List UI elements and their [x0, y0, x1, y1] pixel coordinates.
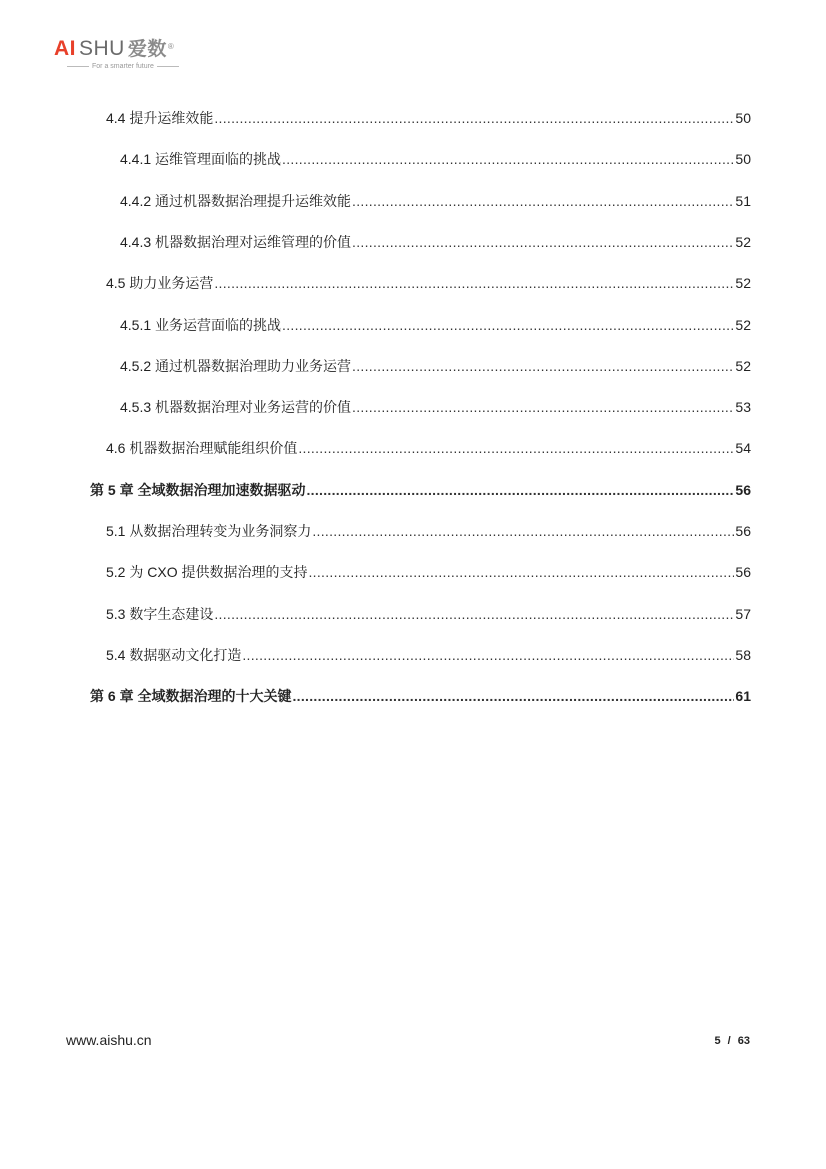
toc-entry-label — [120, 357, 351, 375]
toc-entry[interactable] — [106, 605, 751, 623]
toc-entry-leader-dots — [292, 687, 734, 705]
logo-wordmark — [54, 36, 174, 63]
toc-entry-number: 4.4.3 — [120, 234, 152, 250]
toc-entry[interactable] — [106, 563, 751, 581]
toc-entry-page: 57 — [735, 606, 751, 622]
toc-entry-label — [90, 481, 305, 499]
page-current: 5 — [714, 1035, 721, 1047]
toc-entry-number: 4.4 — [106, 110, 126, 126]
toc-entry-number: 5.3 — [106, 606, 126, 622]
toc-entry-title: 运维管理面临的挑战 — [155, 151, 282, 167]
toc-entry-number: 4.4.2 — [120, 193, 152, 209]
toc-entry-leader-dots — [242, 646, 734, 664]
toc-entry-label — [120, 398, 351, 416]
toc-entry[interactable] — [120, 192, 751, 210]
toc-entry-leader-dots — [214, 109, 734, 127]
toc-entry-title: 助力业务运营 — [129, 275, 214, 291]
toc-entry-label — [120, 233, 351, 251]
toc-entry-number: 5.1 — [106, 523, 126, 539]
toc-entry-label — [106, 109, 213, 127]
tagline-text: For a smarter future — [92, 63, 154, 70]
tagline-line-right — [157, 66, 179, 67]
registered-mark: ® — [167, 42, 175, 51]
toc-entry-title: 通过机器数据治理提升运维效能 — [155, 193, 352, 209]
logo-cn: 爱数 — [127, 39, 167, 60]
toc-entry-title: 全域数据治理加速数据驱动 — [137, 482, 306, 498]
toc-entry-page: 56 — [735, 564, 751, 580]
logo-ai: AI — [54, 37, 76, 60]
toc-entry-title: 机器数据治理对运维管理的价值 — [155, 234, 352, 250]
toc-entry-label — [120, 192, 351, 210]
toc-entry-page: 61 — [735, 688, 751, 704]
toc-entry[interactable] — [106, 274, 751, 292]
toc-entry-page: 56 — [735, 523, 751, 539]
toc-entry-label — [120, 316, 281, 334]
toc-entry-leader-dots — [214, 605, 734, 623]
toc-entry-number: 4.5 — [106, 275, 126, 291]
toc-entry-title: 全域数据治理的十大关键 — [137, 688, 292, 704]
toc-entry-page: 54 — [735, 440, 751, 456]
toc-entry-leader-dots — [306, 481, 734, 499]
toc-entry-leader-dots — [352, 357, 734, 375]
logo-tagline — [64, 63, 182, 70]
toc-entry[interactable] — [120, 398, 751, 416]
logo-shu: SHU — [79, 37, 125, 60]
toc-entry-label — [106, 605, 213, 623]
footer-url[interactable]: www.aishu.cn — [66, 1032, 152, 1048]
toc-entry[interactable] — [120, 233, 751, 251]
toc-entry[interactable] — [90, 687, 751, 705]
toc-entry-title: 从数据治理转变为业务洞察力 — [129, 523, 312, 539]
toc-entry[interactable] — [120, 150, 751, 168]
toc-entry-leader-dots — [298, 439, 734, 457]
toc-entry-page: 56 — [735, 482, 751, 498]
toc-entry-title: 数字生态建设 — [129, 606, 214, 622]
toc-entry-label — [106, 646, 241, 664]
toc-entry[interactable] — [106, 646, 751, 664]
toc-entry-page: 50 — [735, 110, 751, 126]
toc-entry-page: 52 — [735, 234, 751, 250]
toc-entry[interactable] — [120, 316, 751, 334]
toc-entry-number: 4.5.1 — [120, 317, 152, 333]
toc-entry-page: 52 — [735, 317, 751, 333]
toc-entry-leader-dots — [352, 233, 734, 251]
page-separator: / — [727, 1035, 731, 1047]
toc-entry-label — [106, 522, 311, 540]
toc-entry-number: 4.5.3 — [120, 399, 152, 415]
toc-entry-label — [106, 563, 307, 581]
aishu-logo — [54, 36, 214, 76]
toc-entry-leader-dots — [352, 398, 734, 416]
toc-entry[interactable] — [120, 357, 751, 375]
toc-entry-label — [106, 439, 297, 457]
tagline-line-left — [67, 66, 89, 67]
toc-entry-number: 4.6 — [106, 440, 126, 456]
toc-entry-page: 52 — [735, 275, 751, 291]
toc-entry[interactable] — [106, 109, 751, 127]
toc-entry-leader-dots — [282, 316, 734, 334]
toc-entry-title: 通过机器数据治理助力业务运营 — [155, 358, 352, 374]
toc-entry-leader-dots — [214, 274, 734, 292]
toc-entry-leader-dots — [312, 522, 734, 540]
toc-entry-title: 为 CXO 提供数据治理的支持 — [129, 564, 308, 580]
toc-entry-label — [120, 150, 281, 168]
toc-entry-leader-dots — [282, 150, 734, 168]
toc-entry[interactable] — [106, 522, 751, 540]
toc-entry-title: 提升运维效能 — [129, 110, 214, 126]
toc-entry-label — [106, 274, 213, 292]
toc-entry-title: 业务运营面临的挑战 — [155, 317, 282, 333]
toc-entry-page: 53 — [735, 399, 751, 415]
toc-entry-page: 51 — [735, 193, 751, 209]
toc-entry[interactable] — [90, 481, 751, 499]
toc-entry-number: 4.4.1 — [120, 151, 152, 167]
page-number — [712, 1035, 752, 1047]
toc-entry-page: 58 — [735, 647, 751, 663]
toc-entry-title: 机器数据治理赋能组织价值 — [129, 440, 298, 456]
toc-entry-number: 第 6 章 — [90, 688, 134, 704]
toc-entry-title: 数据驱动文化打造 — [129, 647, 242, 663]
page-total: 63 — [737, 1035, 750, 1047]
toc-entry-number: 5.4 — [106, 647, 126, 663]
toc-entry-number: 4.5.2 — [120, 358, 152, 374]
toc-entry-leader-dots — [308, 563, 734, 581]
toc-entry-number: 5.2 — [106, 564, 126, 580]
toc-entry-page: 50 — [735, 151, 751, 167]
toc-entry-leader-dots — [352, 192, 734, 210]
toc-entry-label — [90, 687, 291, 705]
toc-entry-number: 第 5 章 — [90, 482, 134, 498]
toc-entry-title: 机器数据治理对业务运营的价值 — [155, 399, 352, 415]
toc-entry[interactable] — [106, 439, 751, 457]
toc-entry-page: 52 — [735, 358, 751, 374]
